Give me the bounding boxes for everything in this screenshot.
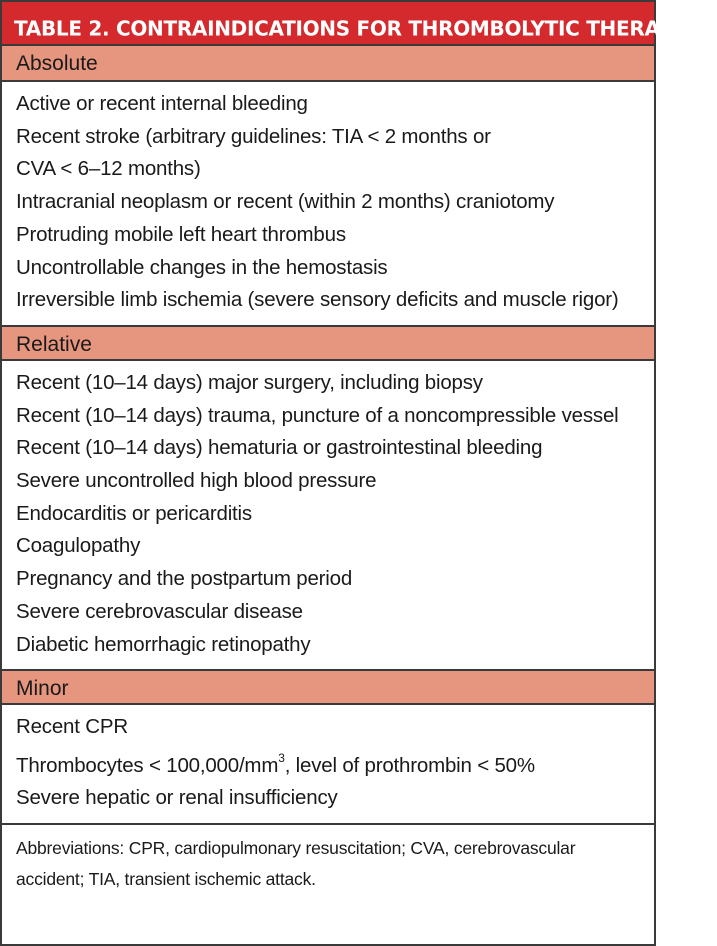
list-item-thrombocytes: [16, 744, 640, 783]
list-item: Severe hepatic or renal insufficiency: [16, 786, 338, 810]
list-item: Coagulopathy: [16, 534, 141, 558]
list-item: Intracranial neoplasm or recent (within 2 months) craniotomy: [16, 190, 555, 214]
table-title: [2, 2, 717, 46]
list-item: Recent (10–14 days) hematuria or gastrointestinal bleeding: [16, 436, 543, 460]
section-heading-minor: Minor: [2, 669, 654, 705]
list-item: Active or recent internal bleeding: [16, 92, 308, 115]
list-item: Endocarditis or pericarditis: [16, 501, 252, 525]
table-title-text: TABLE 2. CONTRAINDICATIONS FOR THROMBOLYTIC THERAPY: [14, 16, 689, 41]
thrombocytes-text: Thrombocytes < 100,000/mm: [16, 753, 279, 777]
abbreviations-footnote: Abbreviations: CPR, cardiopulmonary resuscitation; CVA, cerebrovascular accident; TIA, transient ischemic attack.: [2, 823, 654, 901]
section-body-minor: [2, 705, 654, 823]
prothrombin-text: , level of prothrombin < 50%: [284, 753, 535, 777]
list-item: Irreversible limb ischemia (severe sensory deficits and muscle rigor): [16, 288, 619, 312]
list-item: Recent stroke (arbitrary guidelines: TIA < 2 months or: [16, 124, 491, 148]
title-reference: 3,22: [688, 14, 717, 28]
section-heading-absolute: Absolute: [2, 46, 654, 82]
list-item: Diabetic hemorrhagic retinopathy: [16, 632, 311, 656]
list-item: Severe uncontrolled high blood pressure: [16, 469, 377, 493]
list-item: Recent (10–14 days) major surgery, including biopsy: [16, 370, 483, 394]
list-item: Recent CPR: [16, 715, 128, 739]
section-body-absolute: [2, 82, 654, 325]
section-heading-relative: Relative: [2, 325, 654, 361]
list-item: CVA < 6–12 months): [16, 157, 201, 181]
list-item: Pregnancy and the postpartum period: [16, 567, 353, 591]
list-item: Uncontrollable changes in the hemostasis: [16, 255, 388, 279]
unit-exponent: 3: [278, 750, 285, 765]
section-body-relative: [2, 361, 654, 669]
list-item: Recent (10–14 days) trauma, puncture of a noncompressible vessel: [16, 403, 619, 427]
list-item: Protruding mobile left heart thrombus: [16, 222, 346, 246]
list-item: Severe cerebrovascular disease: [16, 599, 303, 623]
